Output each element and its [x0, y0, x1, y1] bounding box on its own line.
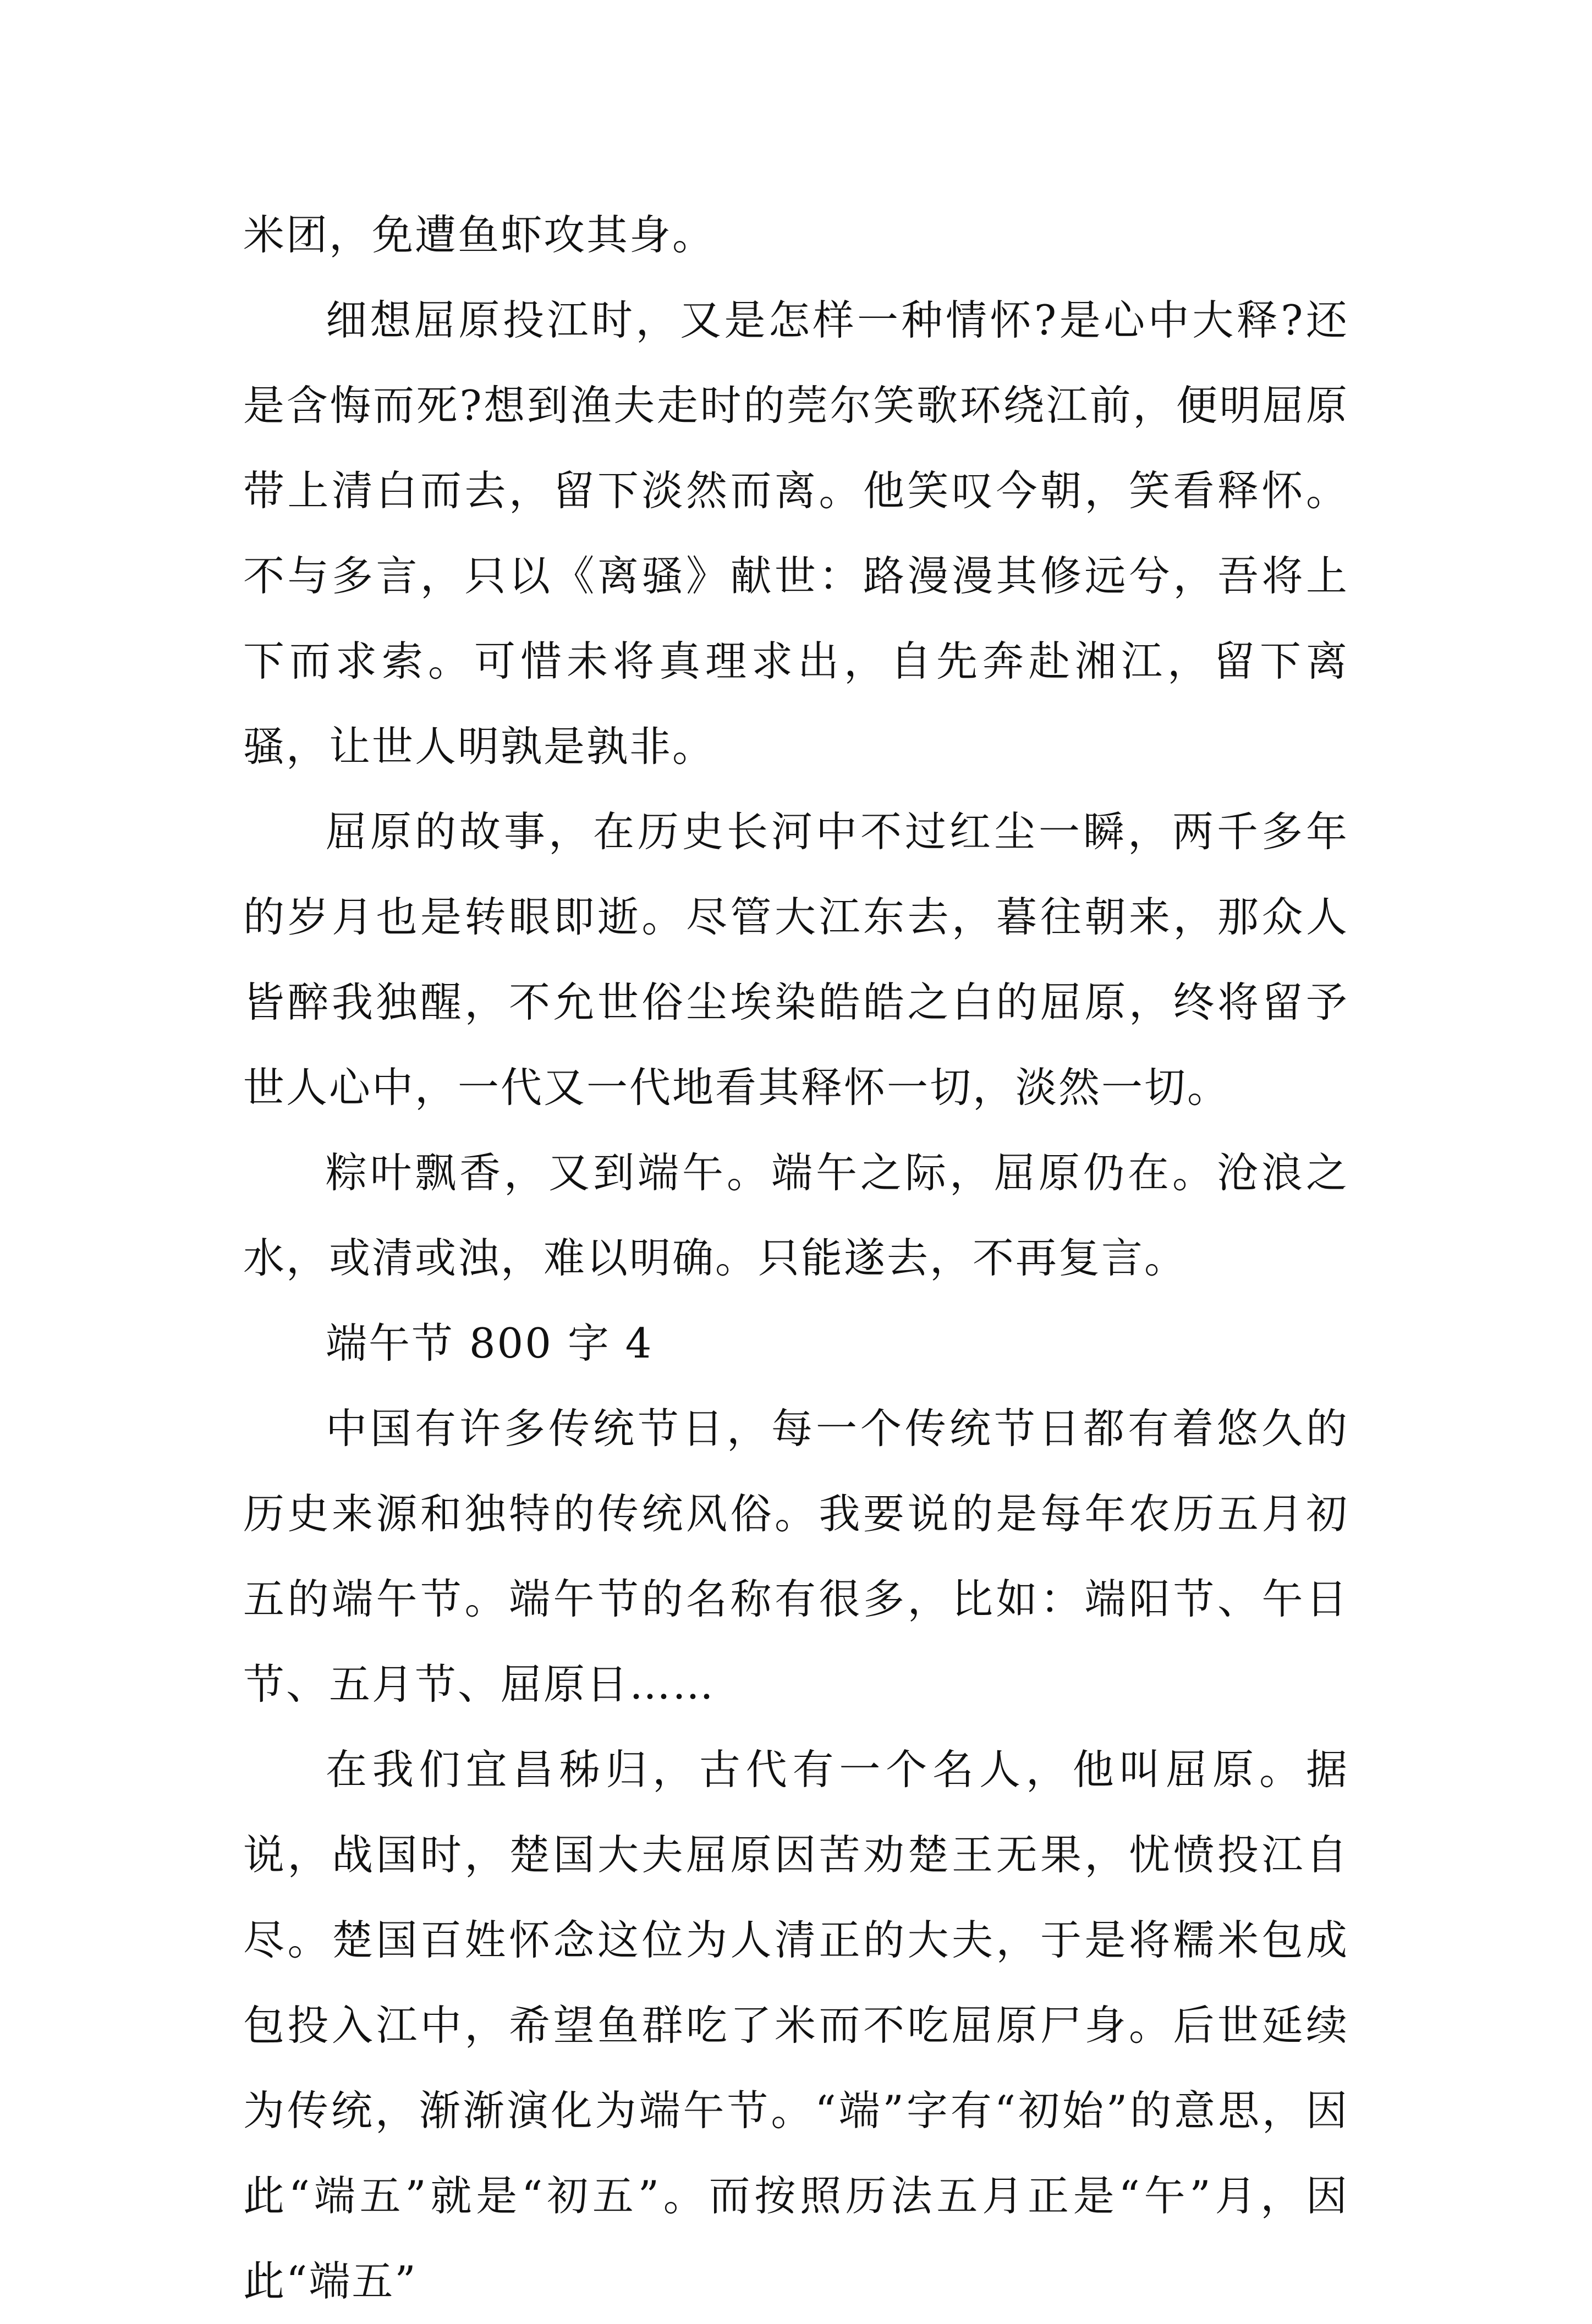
paragraph-festival-origin: 在我们宜昌秭归，古代有一个名人，他叫屈原。据说，战国时，楚国大夫屈原因苦劝楚王无果，忧愤投江自尽。楚国百姓怀念这位为人清正的大夫，于是将糯米包成包投入江中，希望鱼群吃了米而不吃屈原尸身。后世延续为传统，渐渐演化为端午节。“端”字有“初始”的意思，因此“端五”就是“初五”。而按照历法五月正是“午”月，因此“端五”	[243, 1745, 1349, 2305]
paragraph-festival-intro: 中国有许多传统节日，每一个传统节日都有着悠久的历史来源和独特的传统风俗。我要说的是每年农历五月初五的端午节。端午节的名称有很多，比如：端阳节、午日节、五月节、屈原日……	[243, 1404, 1349, 1708]
section-title: 端午节 800 字 4	[326, 1319, 654, 1367]
paragraph-quyuan-reflection: 细想屈原投江时，又是怎样一种情怀?是心中大释?还是含悔而死?想到渔夫走时的莞尔笑歌环绕江前，便明屈原带上清白而去，留下淡然而离。他笑叹今朝，笑看释怀。不与多言，只以《离骚》献世：路漫漫其修远兮，吾将上下而求索。可惜未将真理求出，自先奔赴湘江，留下离骚，让世人明孰是孰非。	[243, 296, 1349, 771]
paragraph-quyuan-story: 屈原的故事，在历史长河中不过红尘一瞬，两千多年的岁月也是转眼即逝。尽管大江东去，暮往朝来，那众人皆醉我独醒，不允世俗尘埃染皓皓之白的屈原，终将留予世人心中，一代又一代地看其释怀一切，淡然一切。	[243, 807, 1349, 1112]
paragraph-continuation: 米团，免遭鱼虾攻其身。	[243, 211, 716, 259]
document-body	[243, 193, 1349, 2324]
paragraph-dragon-boat-closing: 粽叶飘香，又到端午。端午之际，屈原仍在。沧浪之水，或清或浊，难以明确。只能遂去，不再复言。	[243, 1149, 1349, 1282]
